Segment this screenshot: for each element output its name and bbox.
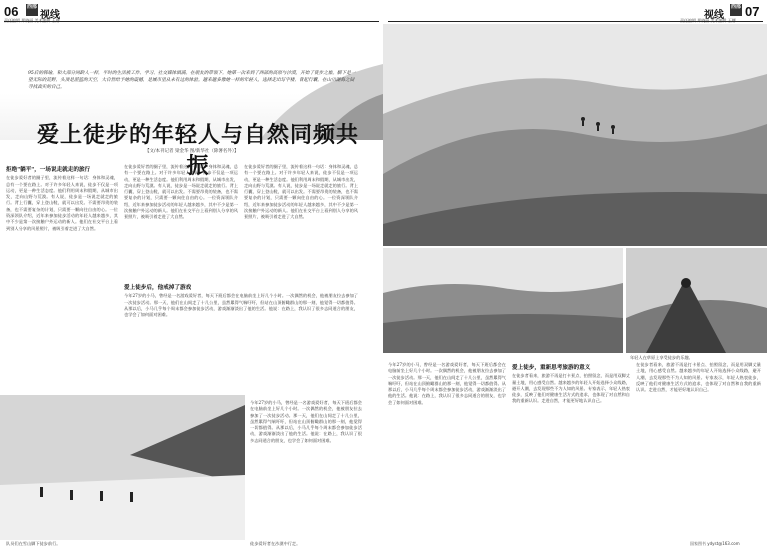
snow-photo-illustration xyxy=(0,395,245,540)
left-header-rule xyxy=(4,21,379,22)
text-column-3 xyxy=(244,164,358,284)
caption-grassland: 年轻人在草原上享受徒步的乐趣。 xyxy=(630,355,693,360)
text-column-8 xyxy=(636,362,761,537)
section-heading-2: 爱上徒步后，他戒掉了游戏 xyxy=(124,285,192,291)
desert-photo xyxy=(383,24,767,246)
section-text-2-right: 今年27岁的小马，曾经是一名游戏爱好者，每天下班后都会在电脑前坐上好几个小时。一次偶然的机会，他被朋友拉去参加了一次徒步活动。那一天，他们在山间走了十几公里，虽然累得气喘吁吁，但站在山顶俯瞰群山的那一刻，他觉得一切都值得。从那以后，小马几乎每个周末都会参加徒步活动，游戏渐渐淡出了他的生活。他说：在路上，我认识了很多志同道合的朋友，也学会了如何面对困难。 xyxy=(388,362,506,405)
section-text-1-tail: 在徒步爱好者的圈子里，流传着这样一句话：身体和灵魂，总有一个要在路上。对于许多年轻人来说，徒步不仅是一项运动，更是一种生活态度。他们利用周末和假期，从城市出发，走向山野与荒漠。有人说，徒步是一场说走就走的旅行。背上行囊，穿上登山鞋，就可以出发。不需要昂贵的装备，也不需要复杂的计划，只需要一颗向往自由的心。一位资深领队介绍，近年来参加徒步活动的年轻人越来越多，其中不少是第一次接触户外运动的新人。他们在社交平台上看到别人分享的风景照片，被吸引着走进了大自然。 xyxy=(244,164,358,220)
right-page-number: 07 xyxy=(745,4,760,19)
desert-photo-illustration xyxy=(383,24,767,246)
caption-snow: 队员们在雪山脚下徒步前行。 xyxy=(6,541,61,546)
text-column-6 xyxy=(388,362,506,537)
text-column-7 xyxy=(512,362,630,537)
section-text-2: 今年27岁的小马，曾经是一名游戏爱好者，每天下班后都会在电脑前坐上好几个小时。一次偶然的机会，他被朋友拉去参加了一次徒步活动。那一天，他们在山间走了十几公里，虽然累得气喘吁吁，但站在山顶俯瞰群山的那一刻，他觉得一切都值得。从那以后，小马几乎每个周末都会参加徒步活动，游戏渐渐淡出了他的生活。他说：在路上，我认识了很多志同道合的朋友，也学会了如何面对困难。 xyxy=(124,293,358,318)
text-column-1 xyxy=(6,164,118,394)
hikers-photo xyxy=(626,248,767,353)
article-byline: 【文/本刊记者 梁金华 图/新华社（除署名外）】 xyxy=(145,149,239,154)
section-text-1-continued: 在徒步爱好者的圈子里，流传着这样一句话：身体和灵魂，总有一个要在路上。对于许多年轻人来说，徒步不仅是一项运动，更是一种生活态度。他们利用周末和假期，从城市出发，走向山野与荒漠。有人说，徒步是一场说走就走的旅行。背上行囊，穿上登山鞋，就可以出发。不需要昂贵的装备，也不需要复杂的计划，只需要一颗向往自由的心。一位资深领队介绍，近年来参加徒步活动的年轻人越来越多，其中不少是第一次接触户外运动的新人。他们在社交平台上看到别人分享的风景照片，被吸引着走进了大自然。 xyxy=(124,164,238,220)
left-page-number: 06 xyxy=(4,4,19,19)
right-section-title: 视线 xyxy=(704,10,724,21)
hikers-illustration xyxy=(626,248,767,353)
section-text-3-continued: 在徒步者看来，旅游不再是打卡景点、拍照留念，而是用双脚丈量土地，用心感受自然。越来越多的年轻人开始选择小众线路，避开人潮，去发现那些不为人知的风景。专家表示，年轻人热衷徒步，反映了他们对健康生活方式的追求，也体现了对自然和自我的重新认识。走进自然，才能更好地认识自己。 xyxy=(636,362,761,393)
left-section-title: 视线 xyxy=(40,10,60,21)
right-header-rule xyxy=(388,21,763,22)
article-title: 爱上徒步的年轻人与自然同频共振 xyxy=(36,122,359,179)
snow-mountain-photo xyxy=(0,395,245,540)
section-text-2-continued: 今年27岁的小马，曾经是一名游戏爱好者，每天下班后都会在电脑前坐上好几个小时。一次偶然的机会，他被朋友拉去参加了一次徒步活动。那一天，他们在山间走了十几公里，虽然累得气喘吁吁，但站在山顶俯瞰群山的那一刻，他觉得一切都值得。从那以后，小马几乎每个周末都会参加徒步活动，游戏渐渐淡出了他的生活。他说：在路上，我认识了很多志同道合的朋友，也学会了如何面对困难。 xyxy=(250,400,362,443)
grassland-photo xyxy=(383,248,623,353)
right-footer: 国家图书 ydyst@163.com xyxy=(690,541,740,546)
magazine-logo-right: 西部 xyxy=(730,4,742,16)
grassland-illustration xyxy=(383,248,623,353)
intro-paragraph: 95后的韩瑜，和大部分同龄人一样，平时的生活被工作、学习、社交媒体填满。在朋友的带领下，她第一次来到了西部的高原与沙漠，开始了徒步之旅。脚下是一望无际的荒野，头顶是湛蓝的天空，大自然给予她的震撼，是城市里从未有过的体验。越来越多像她一样的年轻人，选择走出写字楼，背起行囊，在山川湖海之间寻找真实的自己。 xyxy=(28,71,356,90)
caption-desert: 徒步爱好者在沙漠中行走。 xyxy=(250,541,301,546)
section-text-3: 在徒步者看来，旅游不再是打卡景点、拍照留念，而是用双脚丈量土地，用心感受自然。越来越多的年轻人开始选择小众线路，避开人潮，去发现那些不为人知的风景。专家表示，年轻人热衷徒步，反映了他们对健康生活方式的追求，也体现了对自然和自我的重新认识。走进自然，才能更好地认识自己。 xyxy=(512,373,630,404)
section-text-1: 在徒步爱好者的圈子里，流传着这样一句话：身体和灵魂，总有一个要在路上。对于许多年轻人来说，徒步不仅是一项运动，更是一种生活态度。他们利用周末和假期，从城市出发，走向山野与荒漠。有人说，徒步是一场说走就走的旅行。背上行囊，穿上登山鞋，就可以出发。不需要昂贵的装备，也不需要复杂的计划，只需要一颗向往自由的心。一位资深领队介绍，近年来参加徒步活动的年轻人越来越多，其中不少是第一次接触户外运动的新人。他们在社交平台上看到别人分享的风景照片，被吸引着走进了大自然。 xyxy=(6,175,118,231)
magazine-logo: 西部 xyxy=(26,4,38,16)
section-heading-1: 拒绝"躺平"，一场说走就走的旅行 xyxy=(6,167,91,173)
section-heading-3: 爱上徒步，重新思考旅游的意义 xyxy=(512,365,591,371)
text-column-4 xyxy=(124,282,358,397)
text-column-5 xyxy=(250,400,362,540)
